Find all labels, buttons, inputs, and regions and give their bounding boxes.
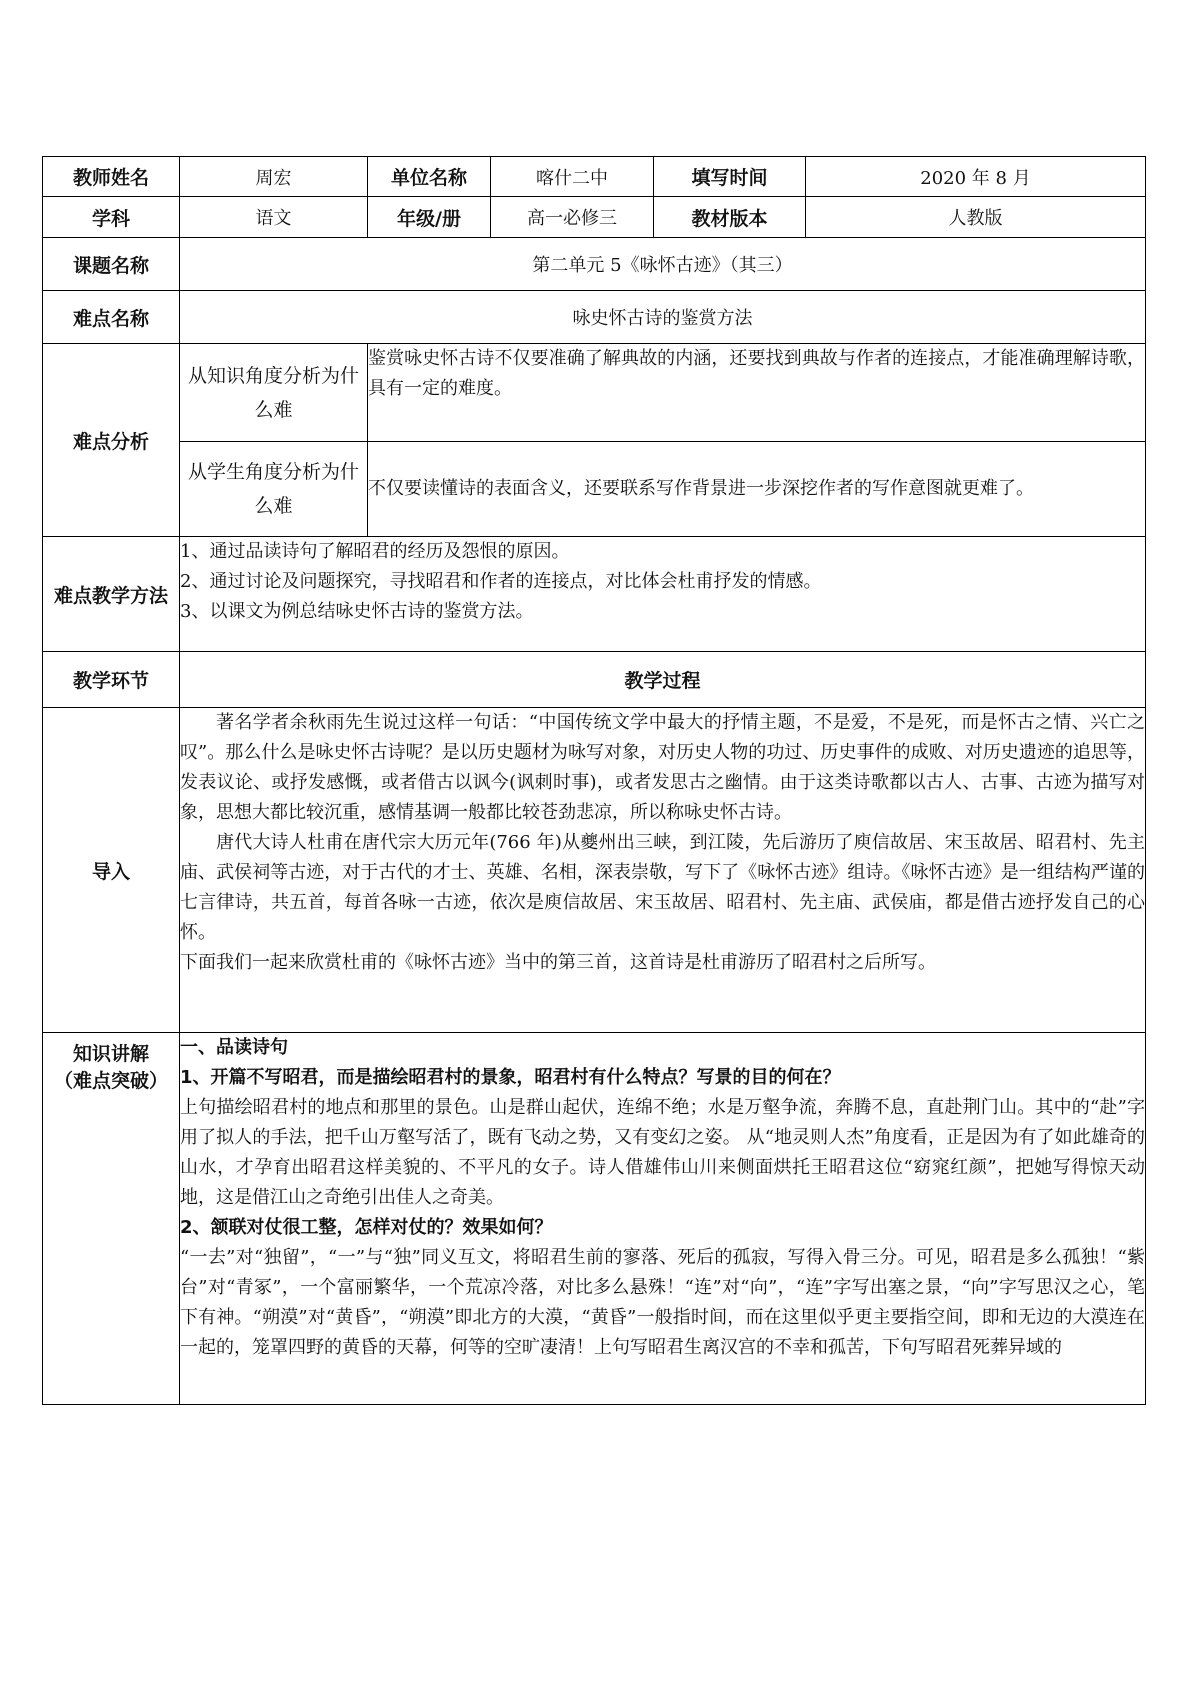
intro-paragraph-2: 唐代大诗人杜甫在唐代宗大历元年(766 年)从夔州出三峡，到江陵，先后游历了庾信故居、宋玉故居、昭君村、先主庙、武侯祠等古迹，对于古代的才士、英雄、名相，深表崇敬，写下了《咏怀古迹》组诗。《咏怀古迹》是一组结构严谨的七言律诗，共五首，每首各咏一古迹，依次是庾信故居、宋玉故居、昭君村、先主庙、武侯庙，都是借古迹抒发自己的心怀。 [180,832,1145,943]
edition-value: 人教版 [806,197,1146,238]
knowledge-angle-text: 鉴赏咏史怀古诗不仅要准确了解典故的内涵，还要找到典故与作者的连接点，才能准确理解诗歌，具有一定的难度。 [368,344,1146,442]
intro-paragraph-1: 著名学者余秋雨先生说过这样一句话：“中国传统文学中最大的抒情主题，不是爱，不是死，而是怀古之情、兴亡之叹”。那么什么是咏史怀古诗呢？是以历史题材为咏写对象，对历史人物的功过、历史事件的成败、对历史遗迹的追思等，发表议论、或抒发感慨，或者借古以讽今(讽刺时事)，或者发思古之幽情。由于这类诗歌都以古人、古事、古迹为描写对象，思想大都比较沉重，感情基调一般都比较苍劲悲凉，所以称咏史怀古诗。 [180,712,1145,823]
grade-label: 年级/册 [368,197,491,238]
teacher-value: 周宏 [180,157,368,197]
stage-header: 教学环节 [43,652,180,708]
method-list [180,537,1146,652]
analysis-row-knowledge [43,344,1146,442]
answer-2: “一去”对“独留”，“一”与“独”同义互文，将昭君生前的寥落、死后的孤寂，写得入骨三分。可见，昭君是多么孤独！“紫台”对“青冢”，一个富丽繁华，一个荒凉冷落，对比多么悬殊！“连”对“向”，“连”字写出塞之景，“向”字写思汉之心，笔下有神。“朔漠”对“黄昏”，“朔漠”即北方的大漠，“黄昏”一般指时间，而在这里似乎更主要指空间，即和无边的大漠连在一起的，笼罩四野的黄昏的天幕，何等的空旷凄清！上句写昭君生离汉宫的不幸和孤苦，下句写昭君死葬异域的 [180,1247,1145,1358]
topic-label: 课题名称 [43,238,180,291]
student-angle-label: 从学生角度分析为什么难 [180,442,368,537]
intro-paragraph-3: 下面我们一起来欣赏杜甫的《咏怀古迹》当中的第三首，这首诗是杜甫游历了昭君村之后所写。 [180,952,936,973]
header-row-1 [43,157,1146,197]
knowledge-angle-label: 从知识角度分析为什么难 [180,344,368,442]
intro-label: 导入 [43,708,180,1033]
question-2: 2、颔联对仗很工整，怎样对仗的？效果如何？ [180,1217,553,1238]
analysis-label: 难点分析 [43,344,180,537]
unit-value: 喀什二中 [491,157,654,197]
header-row-2 [43,197,1146,238]
time-value: 2020 年 8 月 [806,157,1146,197]
answer-1: 上句描绘昭君村的地点和那里的景色。山是群山起伏，连绵不绝；水是万壑争流，奔腾不息，直赴荆门山。其中的“赴”字用了拟人的手法，把千山万壑写活了，既有飞动之势，又有变幻之姿。 从“地灵则人杰”角度看，正是因为有了如此雄奇的山水，才孕育出昭君这样美貌的、不平凡的女子。诗人借雄伟山川来侧面烘托王昭君这位“窈窕红颜”，把她写得惊天动地，这是借江山之奇绝引出佳人之奇美。 [180,1097,1145,1208]
difficulty-value: 咏史怀古诗的鉴赏方法 [180,291,1146,344]
method-item-3: 3、以课文为例总结咏史怀古诗的鉴赏方法。 [180,601,534,622]
method-item-2: 2、通过讨论及问题探究，寻找昭君和作者的连接点，对比体会杜甫抒发的情感。 [180,571,822,592]
intro-text [180,708,1146,1033]
topic-value: 第二单元 5《咏怀古迹》（其三） [180,238,1146,291]
subject-value: 语文 [180,197,368,238]
knowledge-label [43,1033,180,1405]
section-title: 一、品读诗句 [180,1037,288,1058]
process-header: 教学过程 [180,652,1146,708]
subject-label: 学科 [43,197,180,238]
lesson-plan-table [42,156,1146,1405]
method-item-1: 1、通过品读诗句了解昭君的经历及怨恨的原因。 [180,541,570,562]
edition-label: 教材版本 [654,197,806,238]
topic-row [43,238,1146,291]
analysis-row-student [43,442,1146,537]
unit-label: 单位名称 [368,157,491,197]
question-1: 1、开篇不写昭君，而是描绘昭君村的景象，昭君村有什么特点？写景的目的何在？ [180,1067,841,1088]
intro-row [43,708,1146,1033]
knowledge-row [43,1033,1146,1405]
difficulty-label: 难点名称 [43,291,180,344]
knowledge-label-line-1: 知识讲解 [72,1043,149,1065]
knowledge-text [180,1033,1146,1405]
method-row [43,537,1146,652]
time-label: 填写时间 [654,157,806,197]
teacher-label: 教师姓名 [43,157,180,197]
method-label: 难点教学方法 [43,537,180,652]
process-header-row [43,652,1146,708]
grade-value: 高一必修三 [491,197,654,238]
difficulty-row [43,291,1146,344]
knowledge-label-line-2: （难点突破） [53,1070,168,1092]
student-angle-text: 不仅要读懂诗的表面含义，还要联系写作背景进一步深挖作者的写作意图就更难了。 [368,442,1146,537]
